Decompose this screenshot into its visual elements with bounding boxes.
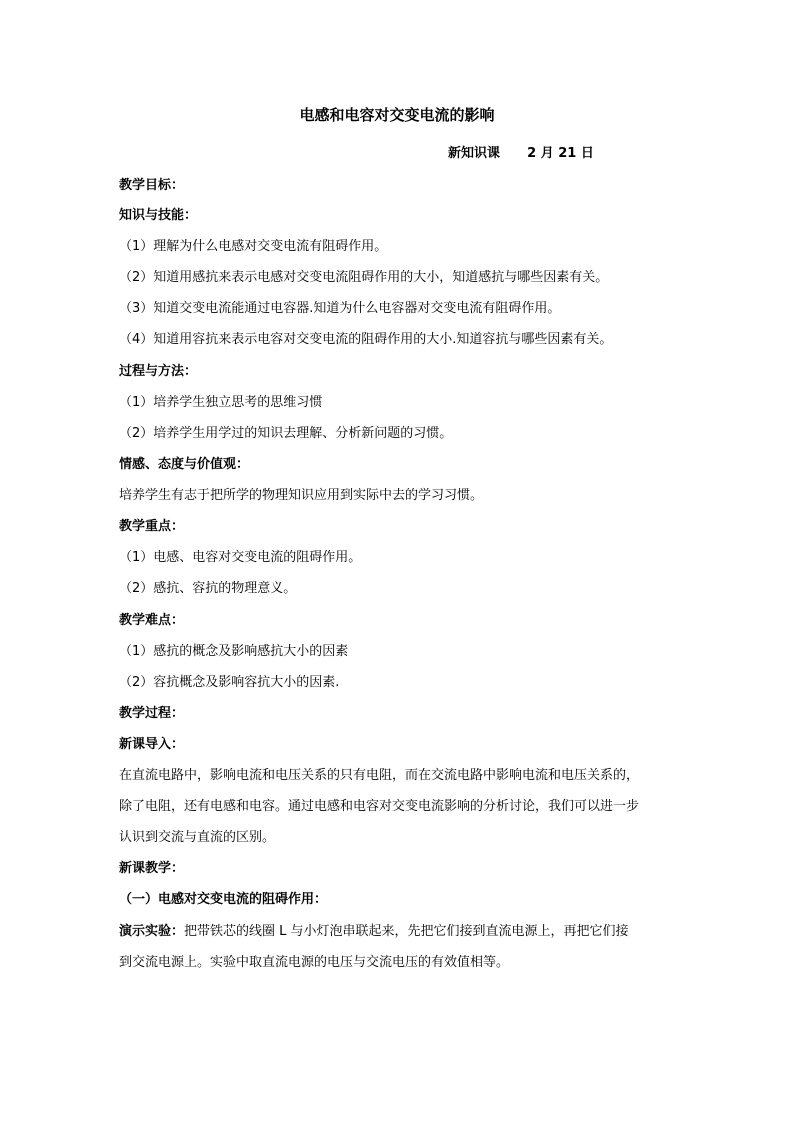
heading-key-points: 教学重点： <box>119 519 185 534</box>
process-item: （2）培养学生用学过的知识去理解、分析新问题的习惯。 <box>119 426 453 441</box>
knowledge-item: （2）知道用感抗来表示电感对交变电流阻碍作用的大小，知道感抗与哪些因素有关。 <box>119 270 609 285</box>
key-point-item: （1）电感、电容对交变电流的阻碍作用。 <box>119 550 362 565</box>
intro-line: 除了电阻，还有电感和电容。通过电感和电容对交变电流影响的分析讨论，我们可以进一步 <box>119 799 640 814</box>
knowledge-item: （4）知道用容抗来表示电容对交变电流的阻碍作用的大小.知道容抗与哪些因素有关。 <box>119 332 613 347</box>
heading-difficult-points: 教学难点： <box>119 613 185 628</box>
document-title: 电感和电容对交变电流的影响 <box>299 106 495 124</box>
difficult-point-item: （2）容抗概念及影响容抗大小的因素. <box>119 675 340 690</box>
heading-objectives: 教学目标： <box>119 178 185 193</box>
demo-text-continued: 到交流电源上。实验中取直流电源的电压与交流电压的有效值相等。 <box>119 955 510 970</box>
knowledge-item: （3）知道交变电流能通过电容器.知道为什么电容器对交变电流有阻碍作用。 <box>119 301 561 316</box>
demo-text: 把带铁芯的线圈 L 与小灯泡串联起来，先把它们接到直流电源上，再把它们接 <box>184 924 629 939</box>
demo-label: 演示实验： <box>119 924 185 939</box>
heading-knowledge: 知识与技能： <box>119 208 198 223</box>
difficult-point-item: （1）感抗的概念及影响感抗大小的因素 <box>119 644 349 659</box>
heading-intro: 新课导入： <box>119 737 185 752</box>
demo-paragraph <box>119 921 699 943</box>
heading-process: 过程与方法： <box>119 364 198 379</box>
knowledge-item: （1）理解为什么电感对交变电流有阻碍作用。 <box>119 239 388 254</box>
key-point-item: （2）感抗、容抗的物理意义。 <box>119 581 297 596</box>
intro-line: 在直流电路中，影响电流和电压关系的只有电阻，而在交流电路中影响电流和电压关系的， <box>119 768 640 783</box>
emotion-text: 培养学生有志于把所学的物理知识应用到实际中去的学习习惯。 <box>119 488 484 503</box>
intro-line: 认识到交流与直流的区别。 <box>119 830 276 845</box>
lesson-meta: 新知识课 2 月 21 日 <box>448 146 594 161</box>
section-one-heading: （一）电感对交变电流的阻碍作用： <box>119 892 328 907</box>
heading-emotion: 情感、态度与价值观： <box>119 457 250 472</box>
heading-procedure: 教学过程： <box>119 706 185 721</box>
heading-new-lesson: 新课教学： <box>119 861 185 876</box>
process-item: （1）培养学生独立思考的思维习惯 <box>119 395 323 410</box>
